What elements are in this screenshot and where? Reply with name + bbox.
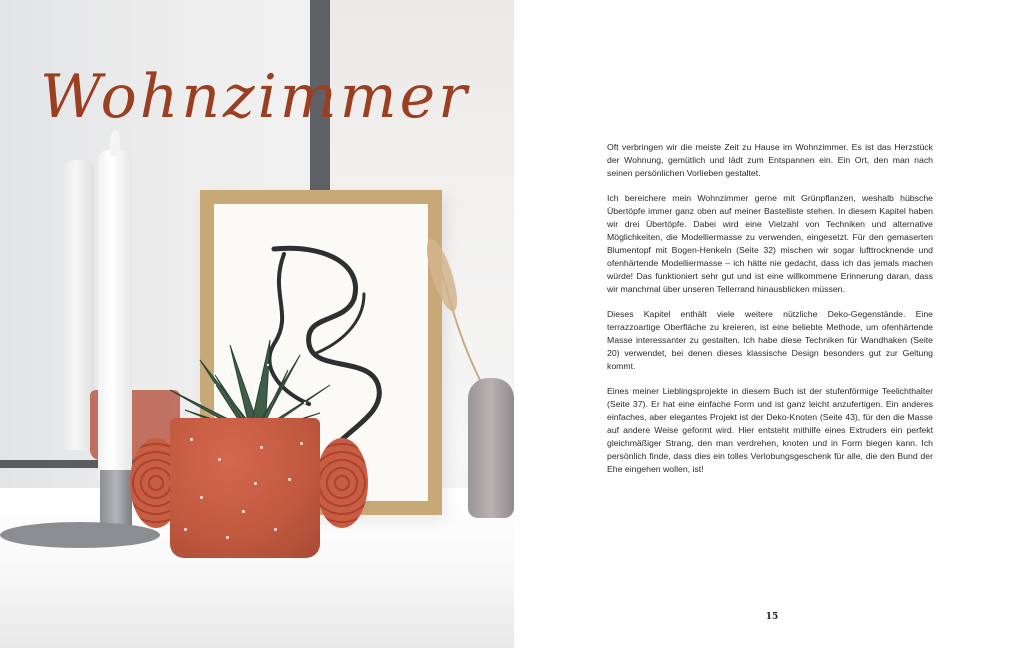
- candle-holder-base: [0, 522, 160, 548]
- white-candle: [98, 150, 132, 480]
- text-page: [514, 0, 1027, 648]
- shelf-front: [0, 588, 514, 648]
- chapter-title: Wohnzimmer: [40, 62, 470, 132]
- page-number: 15: [765, 612, 779, 622]
- intro-paragraph: Oft verbringen wir die meiste Zeit zu Hause im Wohnzimmer. Es ist das Herzstück der Wohnung, gemütlich und lädt zum Entspannen ein. Ein Ort, den man nach seinen persönlichen Vorlieben gestaltet.: [607, 142, 933, 178]
- dried-pampas-grass: [420, 230, 490, 390]
- body-paragraph: Eines meiner Lieblingsprojekte in diesem Buch ist der stufenförmige Teelichthalter (Seite 37). Er hat eine einfache Form und ist ganz leicht anzufertigen. Ein anderes einfaches, aber elegantes Projekt ist der Deko-Knoten (Seite 43), für den die Masse auf andere Weise geformt wird. Hier entsteht mithilfe eines Extruders ein perfekt gleichmäßiger Strang, den man verdrehen, knoten und in Form biegen kann. Ich persönlich finde, dass dies ein tolles Verlobungsgeschenk für alle, die den Bund der Ehe eingehen wollen, ist!: [607, 386, 933, 474]
- candle-tip: [110, 130, 120, 156]
- succulent-plant: [160, 335, 340, 430]
- body-paragraph: Dieses Kapitel enthält viele weitere nützliche Deko-Gegenstände. Eine terrazzoartige Oberfläche zu kreieren, ist eine beliebte Methode, um ofenhärtende Masse interessanter zu gestalten. Ich habe diese Techniken für Wandhaken (Seite 20) verwendet, bei denen dieses klassische Design besonders gut zur Geltung kommt.: [607, 309, 933, 371]
- grey-vase: [468, 378, 514, 518]
- coiled-handle-right: [316, 438, 368, 528]
- body-paragraph: Ich bereichere mein Wohnzimmer gerne mit Grünpflanzen, weshalb hübsche Übertöpfe immer ganz oben auf meiner Bastelliste stehen. In diesem Kapitel haben wir drei Übertöpfe. Dabei wird eine Vielzahl von Techniken und alternative Möglichkeiten, die Modelliermasse zu verwenden, eingesetzt. Für den gemaserten Blumentopf mit Bogen-Henkeln (Seite 32) mischen wir sogar lufttrocknende und ofenhärtende Modelliermasse – ich hätte nie gedacht, dass ich das jemals machen würde! Das funktioniert sehr gut und ist eine willkommene Erinnerung daran, dass wir manchmal über unseren Tellerrand hinausblicken müssen.: [607, 193, 933, 294]
- body-text-column: [607, 141, 933, 488]
- terracotta-speckled-pot: [170, 418, 320, 558]
